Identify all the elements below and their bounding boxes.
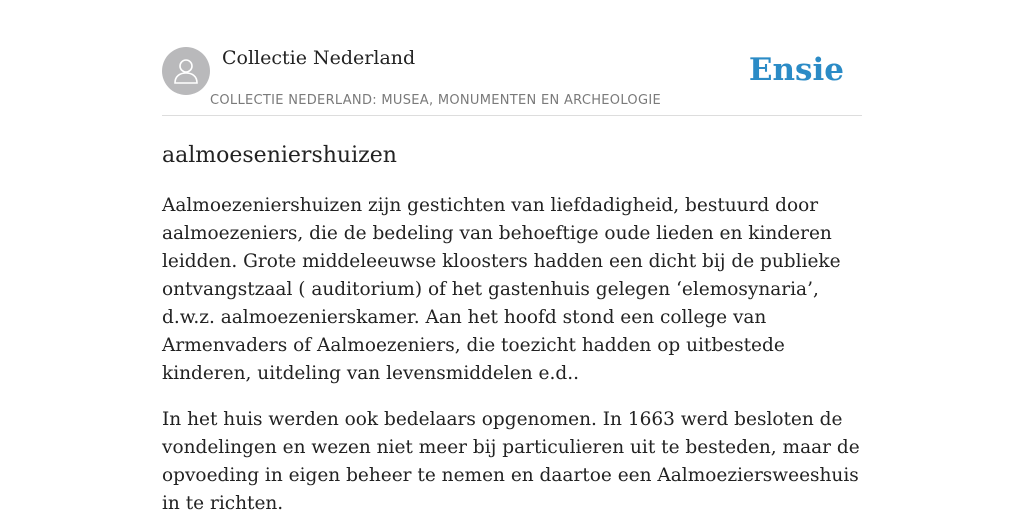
author-avatar[interactable] [162, 47, 210, 95]
article-paragraph: In het huis werden ook bedelaars opgenomen. In 1663 werd besloten de vondelingen en wezen niet meer bij particulieren uit te besteden, maar de opvoeding in eigen beheer te nemen en daartoe een Aalmoeziersweeshuis in te richten. [162, 409, 860, 512]
collection-name[interactable]: COLLECTIE NEDERLAND: MUSEA, MONUMENTEN EN ARCHEOLOGIE [210, 93, 661, 108]
brand-logo[interactable]: Ensie [748, 52, 844, 88]
article-header [162, 47, 862, 116]
user-icon [171, 56, 201, 86]
article-title: aalmoeseniershuizen [162, 143, 397, 168]
article-container [162, 47, 862, 512]
author-name[interactable]: Collectie Nederland [222, 47, 416, 69]
article-paragraph: Aalmoezeniershuizen zijn gestichten van liefdadigheid, bestuurd door aalmoezeniers, die de bedeling van behoeftige oude lieden en kinderen leidden. Grote middeleeuwse kloosters hadden een dicht bij de publieke ontvangstzaal ( auditorium) of het gastenhuis gelegen ‘elemosynaria’, d.w.z. aalmoezenierskamer. Aan het hoofd stond een college van Armenvaders of Aalmoezeniers, die toezicht hadden op uitbestede kinderen, uitdeling van levensmiddelen e.d.. [162, 195, 841, 384]
